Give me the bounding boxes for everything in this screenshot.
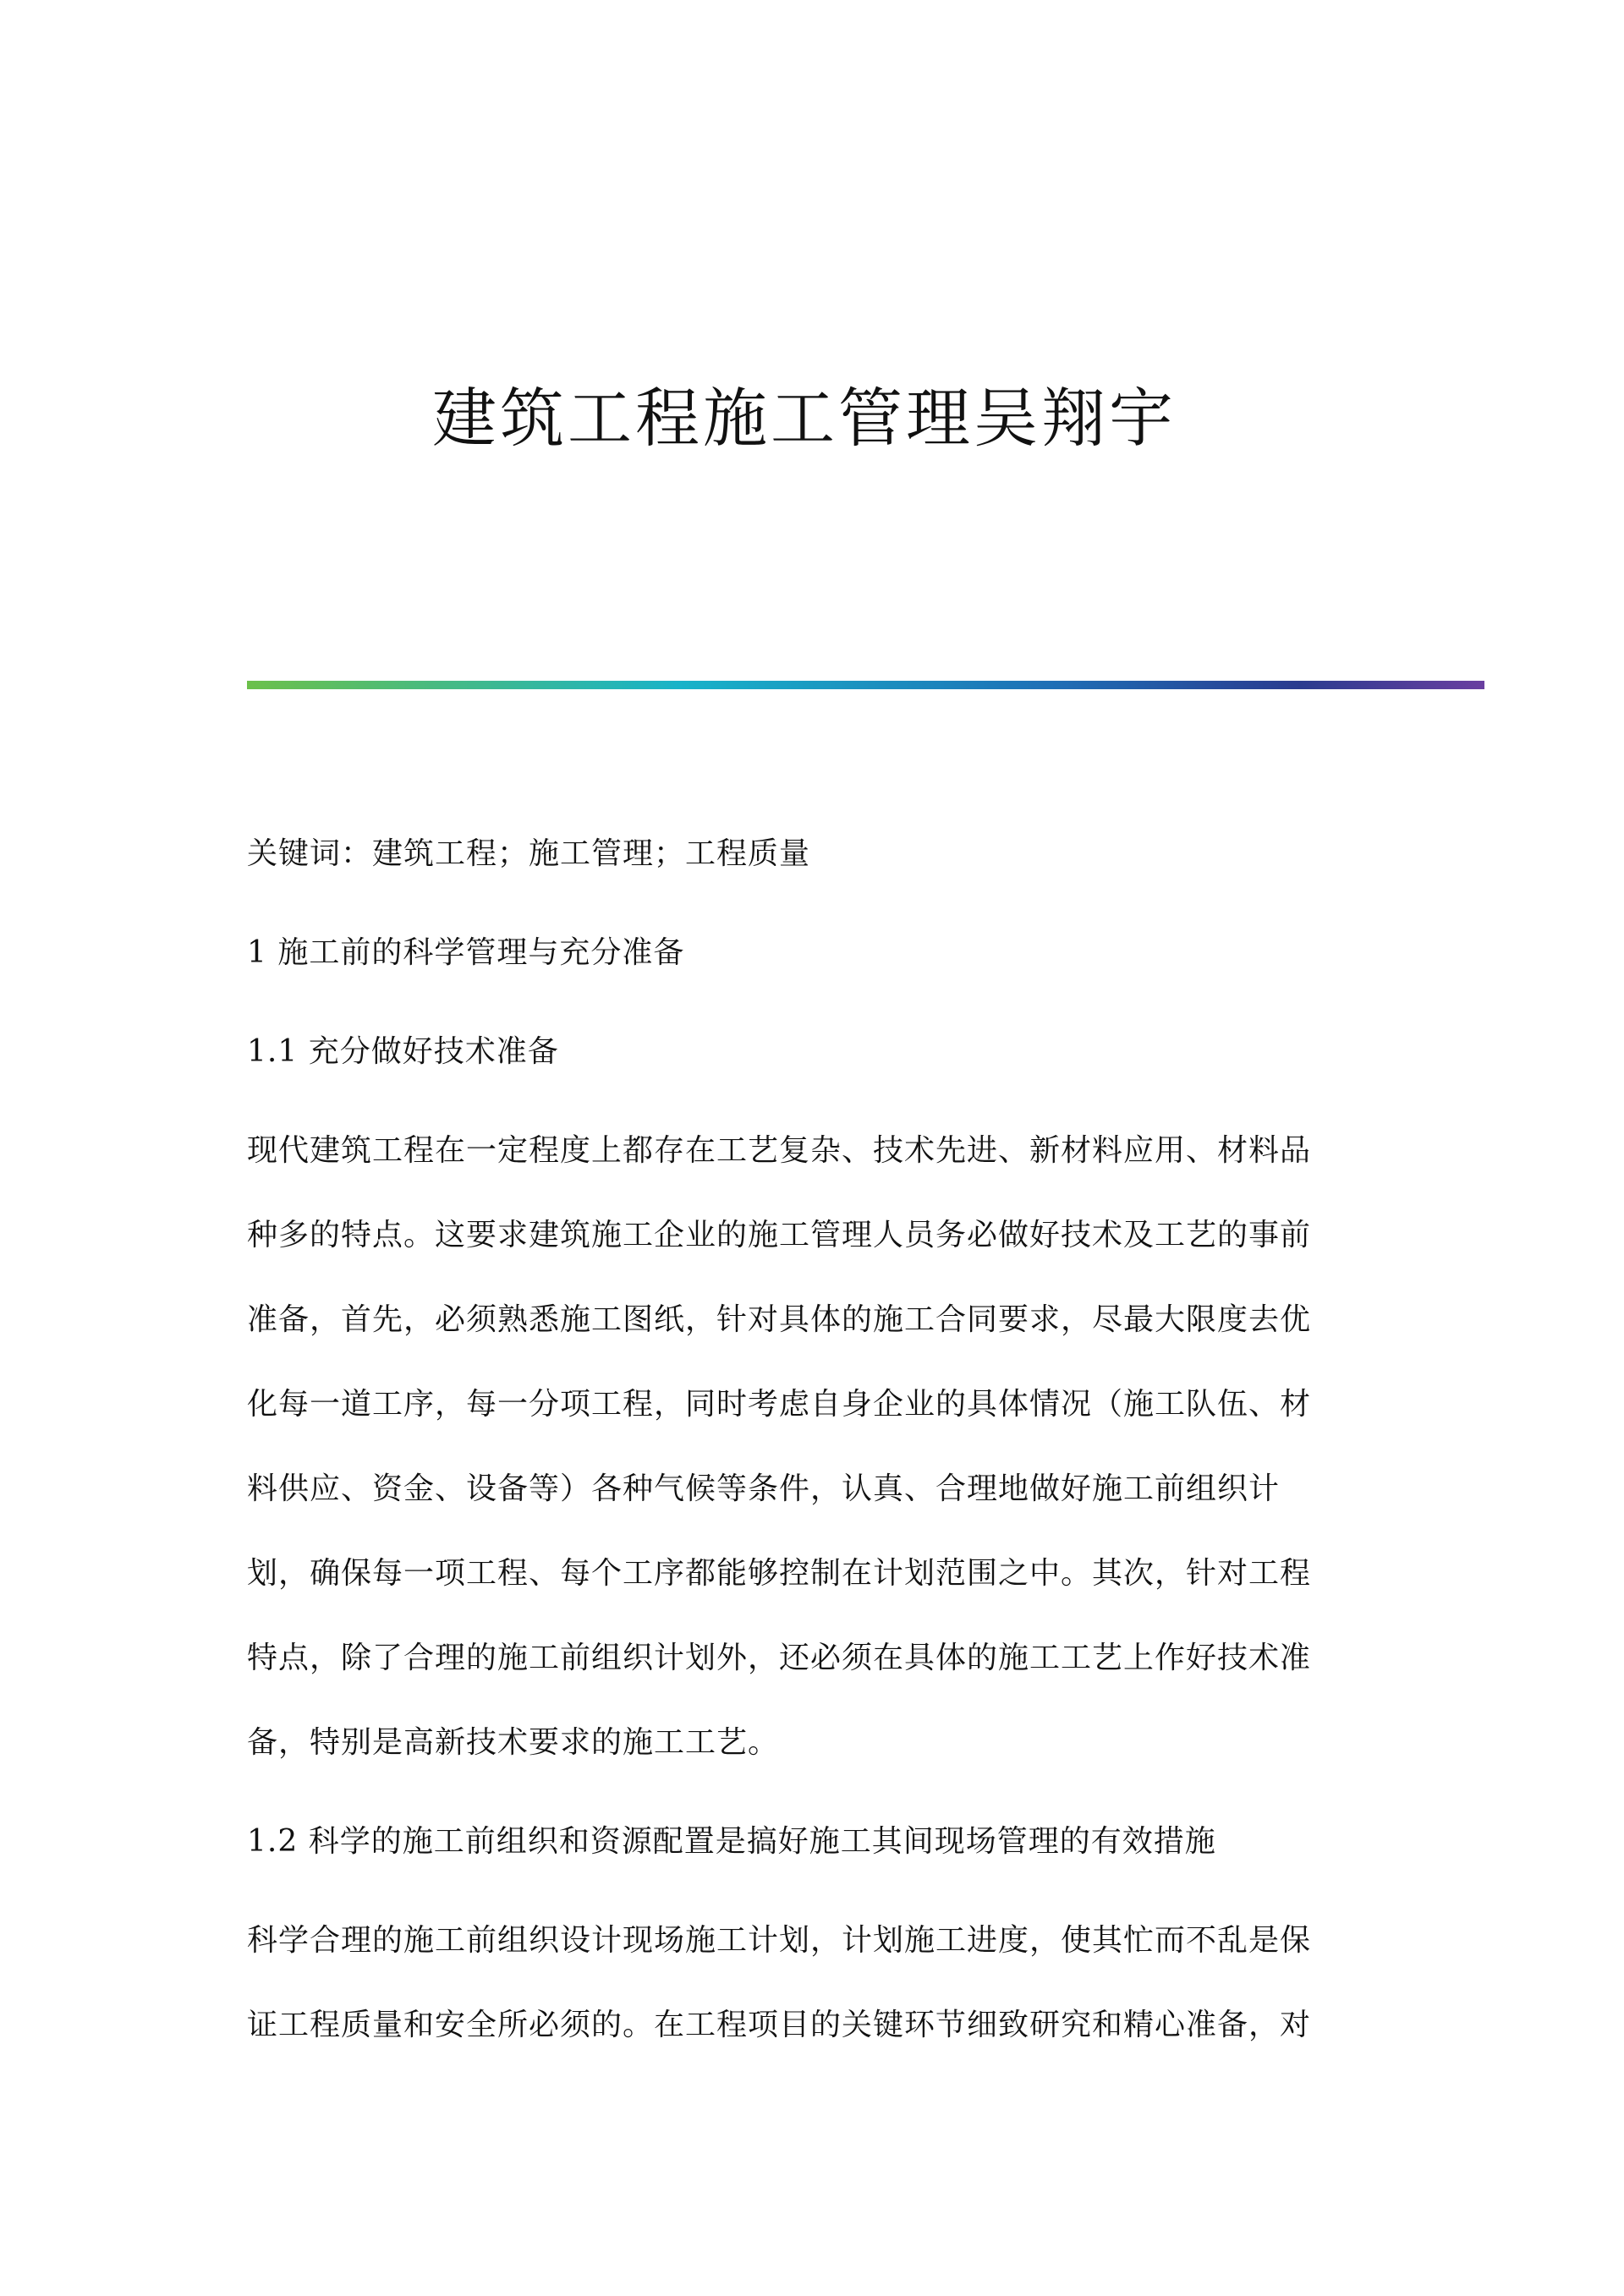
document-title: 建筑工程施工管理吴翔宇 (432, 381, 1177, 456)
paragraph-line: 特点，除了合理的施工前组织计划外，还必须在具体的施工工艺上作好技术准 (247, 1641, 1312, 1675)
paragraph-line: 证工程质量和安全所必须的。在工程项目的关键环节细致研究和精心准备，对 (247, 2008, 1312, 2042)
paragraph-line: 划，确保每一项工程、每个工序都能够控制在计划范围之中。其次，针对工程 (247, 1556, 1312, 1591)
gradient-divider (247, 681, 1484, 689)
section-1-heading: 1 施工前的科学管理与充分准备 (247, 935, 685, 970)
paragraph-line: 备，特别是高新技术要求的施工工艺。 (247, 1725, 780, 1760)
paragraph-line: 化每一道工序，每一分项工程，同时考虑自身企业的具体情况（施工队伍、材 (247, 1387, 1312, 1422)
section-1-1-heading: 1.1 充分做好技术准备 (247, 1034, 559, 1069)
section-1-2-paragraph (247, 1899, 1389, 2068)
document-body (247, 812, 1389, 2082)
paragraph-line: 准备，首先，必须熟悉施工图纸，针对具体的施工合同要求，尽最大限度去优 (247, 1302, 1312, 1337)
section-1-2-heading: 1.2 科学的施工前组织和资源配置是搞好施工其间现场管理的有效措施 (247, 1824, 1216, 1859)
paragraph-line: 科学合理的施工前组织设计现场施工计划，计划施工进度，使其忙而不乱是保 (247, 1923, 1312, 1958)
section-1-1-paragraph (247, 1109, 1389, 1785)
paragraph-line: 种多的特点。这要求建筑施工企业的施工管理人员务必做好技术及工艺的事前 (247, 1218, 1312, 1252)
paragraph-line: 料供应、资金、设备等）各种气候等条件，认真、合理地做好施工前组织计 (247, 1471, 1281, 1506)
paragraph-line: 现代建筑工程在一定程度上都存在工艺复杂、技术先进、新材料应用、材料品 (247, 1133, 1312, 1168)
keywords-line: 关键词：建筑工程；施工管理；工程质量 (247, 836, 811, 871)
